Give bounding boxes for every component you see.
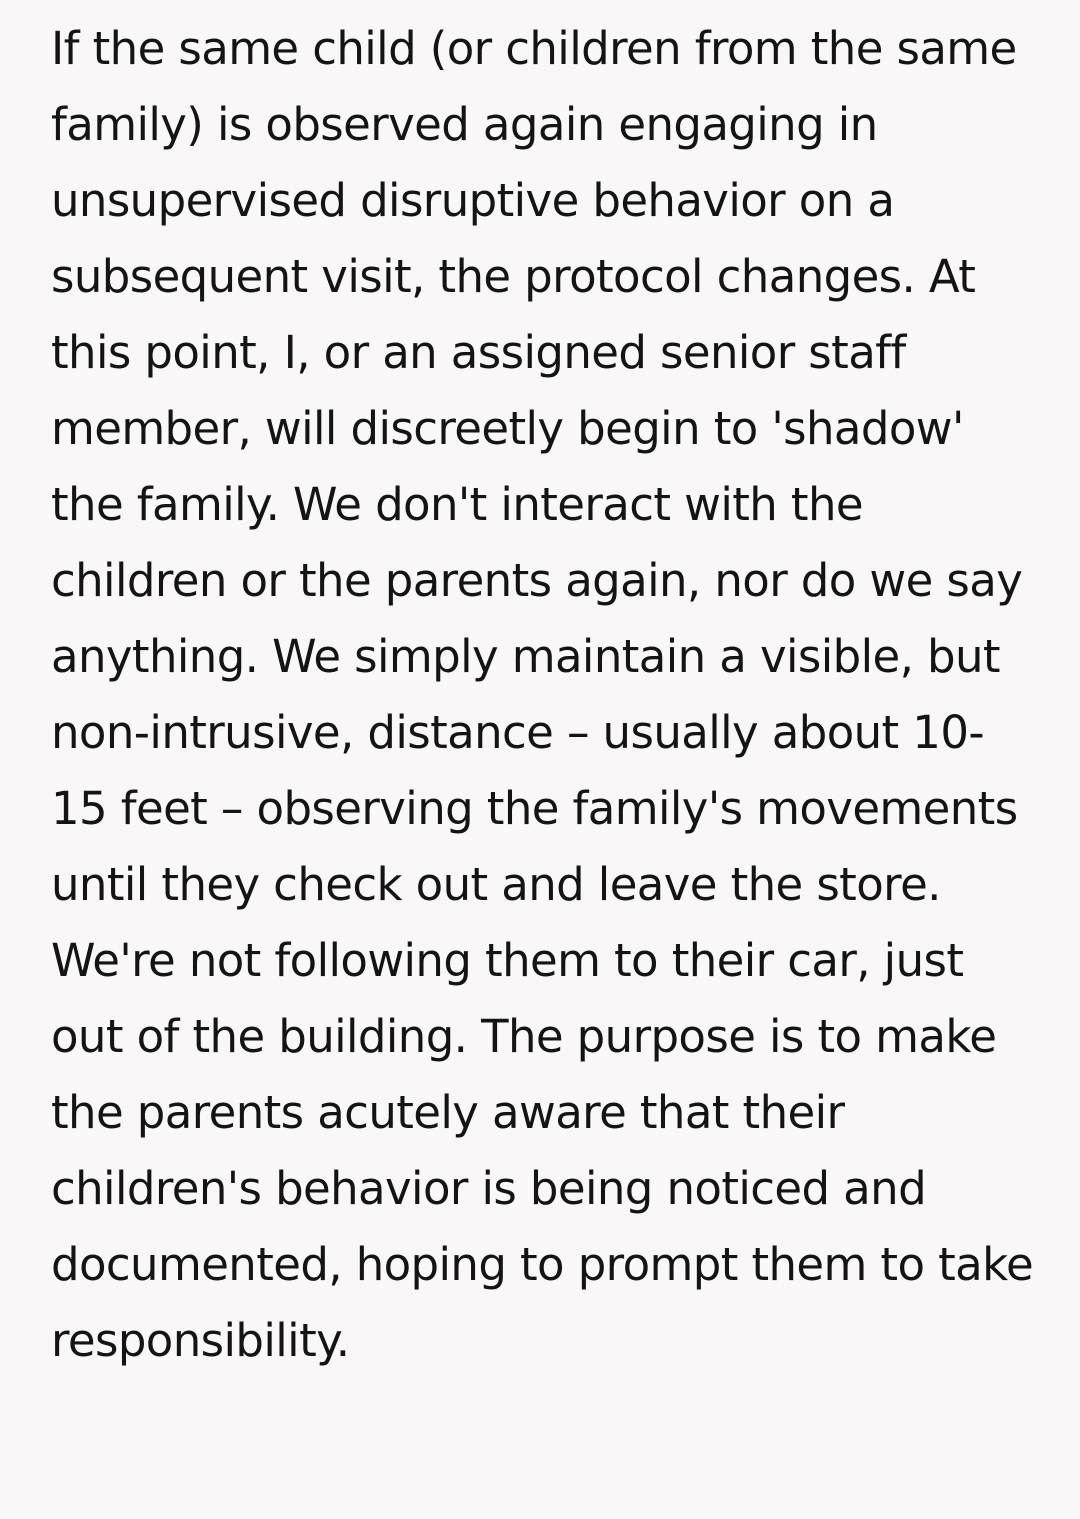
body-paragraph: If the same child (or children from the same family) is observed again engaging in unsupervised disruptive behavior on a subsequent visit, the protocol changes. At this point, I, or an assigned senior staff member, will discreetly begin to 'shadow' the family. We don't interact with the children or the parents again, nor do we say anything. We simply maintain a visible, but non-intrusive, distance – usually about 10-15 feet – observing the family's movements until they check out and leave the store. We're not following them to their car, just out of the building. The purpose is to make the parents acutely aware that their children's behavior is being noticed and documented, hoping to prompt them to take responsibility. [51, 22, 1034, 1367]
